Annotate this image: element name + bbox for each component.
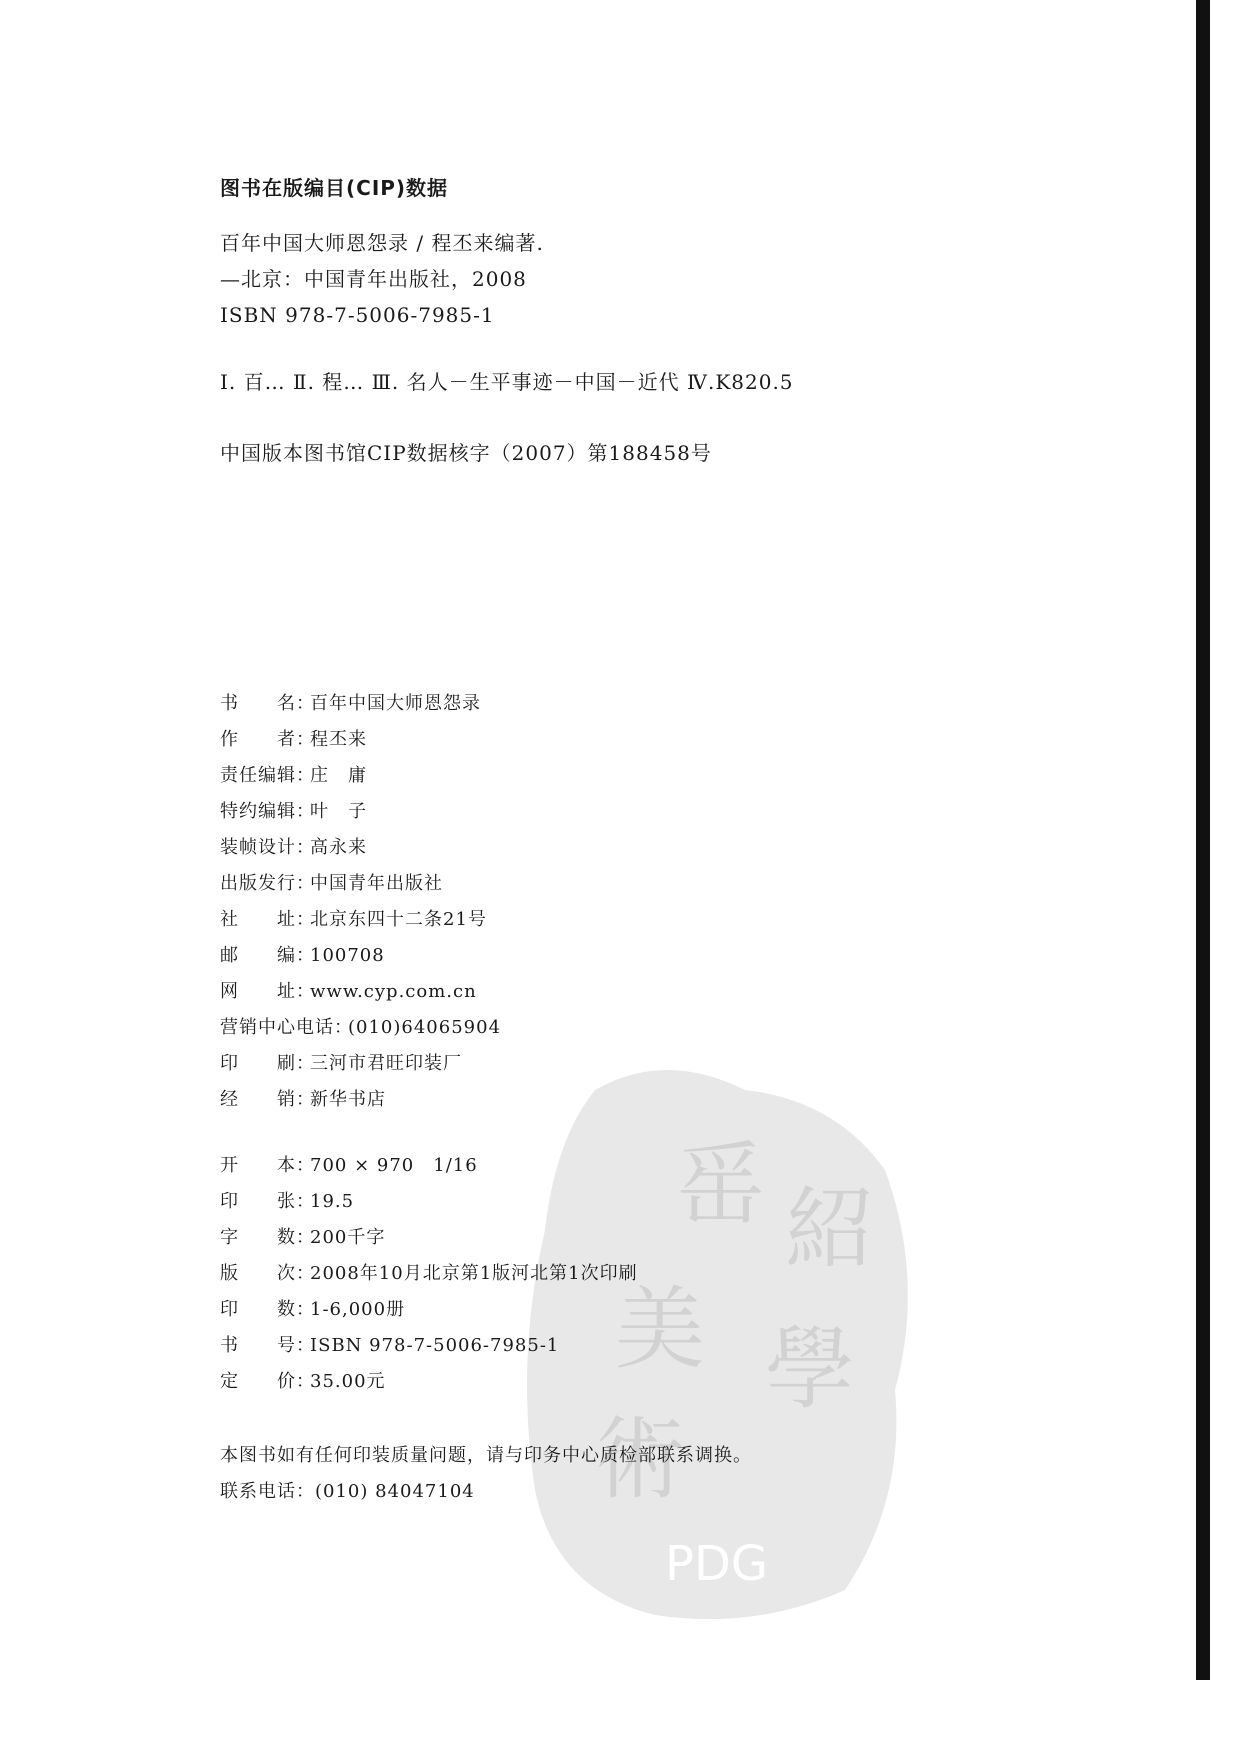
spec-label: 印 张 (220, 1191, 296, 1212)
info-label: 作 者 (220, 729, 296, 750)
info-value: (010)64065904 (348, 1017, 502, 1038)
info-value: 庄 庸 (310, 765, 367, 786)
info-label: 印 刷 (220, 1053, 296, 1074)
info-row: 印 刷 ： 三河市君旺印装厂 (220, 1046, 501, 1082)
info-row: 特约编辑 ： 叶 子 (220, 794, 501, 830)
cip-line-title: 百年中国大师恩怨录 / 程丕来编著. (220, 231, 544, 255)
spec-value: 700 × 970 1/16 (310, 1155, 478, 1176)
spec-label: 书 号 (220, 1335, 296, 1356)
cip-title: 图书在版编目(CIP)数据 (220, 176, 449, 200)
spec-value: 1-6,000册 (310, 1299, 406, 1320)
info-label: 网 址 (220, 981, 296, 1002)
info-value: 三河市君旺印装厂 (310, 1053, 462, 1074)
spec-value: 200千字 (310, 1227, 386, 1248)
info-value: 100708 (310, 945, 385, 966)
spec-value: ISBN 978-7-5006-7985-1 (310, 1335, 560, 1356)
notice-line-phone: 联系电话：(010) 84047104 (220, 1481, 475, 1502)
cip-block (220, 172, 544, 333)
watermark-text: PDG (665, 1536, 769, 1592)
page-edge-bar (1196, 0, 1210, 1680)
info-label: 经 销 (220, 1089, 296, 1110)
info-value: 程丕来 (310, 729, 367, 750)
spec-row: 版 次 ： 2008年10月北京第1版河北第1次印刷 (220, 1256, 638, 1292)
svg-text:術: 術 (595, 1407, 685, 1512)
info-value: 高永来 (310, 837, 367, 858)
info-row: 出版发行 ： 中国青年出版社 (220, 866, 501, 902)
svg-text:美: 美 (615, 1277, 705, 1382)
info-row: 经 销 ： 新华书店 (220, 1082, 501, 1118)
spec-row: 开 本 ： 700 × 970 1/16 (220, 1148, 638, 1184)
info-row: 社 址 ： 北京东四十二条21号 (220, 902, 501, 938)
info-value: 中国青年出版社 (310, 873, 443, 894)
info-value: 新华书店 (310, 1089, 386, 1110)
info-row: 作 者 ： 程丕来 (220, 722, 501, 758)
spec-label: 开 本 (220, 1155, 296, 1176)
publication-info (220, 686, 501, 1118)
spec-row: 字 数 ： 200千字 (220, 1220, 638, 1256)
cip-line-isbn: ISBN 978-7-5006-7985-1 (220, 303, 495, 327)
spec-row: 定 价 ： 35.00元 (220, 1364, 638, 1400)
info-value: 百年中国大师恩怨录 (310, 693, 481, 714)
svg-text:學: 學 (765, 1317, 855, 1422)
info-row: 书 名 ： 百年中国大师恩怨录 (220, 686, 501, 722)
info-row: 责任编辑 ： 庄 庸 (220, 758, 501, 794)
info-row: 网 址 ： www.cyp.com.cn (220, 974, 501, 1010)
notice-line-quality: 本图书如有任何印装质量问题，请与印务中心质检部联系调换。 (220, 1445, 752, 1466)
cip-line-publisher: —北京：中国青年出版社，2008 (220, 267, 527, 291)
cip-verification: 中国版本图书馆CIP数据核字（2007）第188458号 (220, 441, 712, 465)
info-label: 特约编辑 (220, 801, 296, 822)
spec-row: 印 张 ： 19.5 (220, 1184, 638, 1220)
info-value: 叶 子 (310, 801, 367, 822)
info-label: 责任编辑 (220, 765, 296, 786)
info-row: 装帧设计 ： 高永来 (220, 830, 501, 866)
info-label: 出版发行 (220, 873, 296, 894)
spec-row: 书 号 ： ISBN 978-7-5006-7985-1 (220, 1328, 638, 1364)
info-value: www.cyp.com.cn (310, 981, 477, 1002)
info-label: 社 址 (220, 909, 296, 930)
spec-label: 字 数 (220, 1227, 296, 1248)
specification-info (220, 1148, 638, 1400)
cip-classification: Ⅰ. 百… Ⅱ. 程… Ⅲ. 名人－生平事迹－中国－近代 Ⅳ.K820.5 (220, 370, 794, 394)
quality-notice (220, 1438, 752, 1510)
spec-value: 2008年10月北京第1版河北第1次印刷 (310, 1263, 638, 1284)
info-label: 邮 编 (220, 945, 296, 966)
spec-label: 版 次 (220, 1263, 296, 1284)
info-label: 书 名 (220, 693, 296, 714)
spec-value: 35.00元 (310, 1371, 386, 1392)
spec-value: 19.5 (310, 1191, 355, 1212)
info-label: 装帧设计 (220, 837, 296, 858)
spec-label: 定 价 (220, 1371, 296, 1392)
info-row: 邮 编 ： 100708 (220, 938, 501, 974)
spec-label: 印 数 (220, 1299, 296, 1320)
info-row: 营销中心电话 ： (010)64065904 (220, 1010, 501, 1046)
svg-text:䍃: 䍃 (675, 1132, 765, 1237)
info-value: 北京东四十二条21号 (310, 909, 487, 930)
info-label: 营销中心电话 (220, 1017, 334, 1038)
svg-text:紹: 紹 (785, 1177, 875, 1282)
spec-row: 印 数 ： 1-6,000册 (220, 1292, 638, 1328)
